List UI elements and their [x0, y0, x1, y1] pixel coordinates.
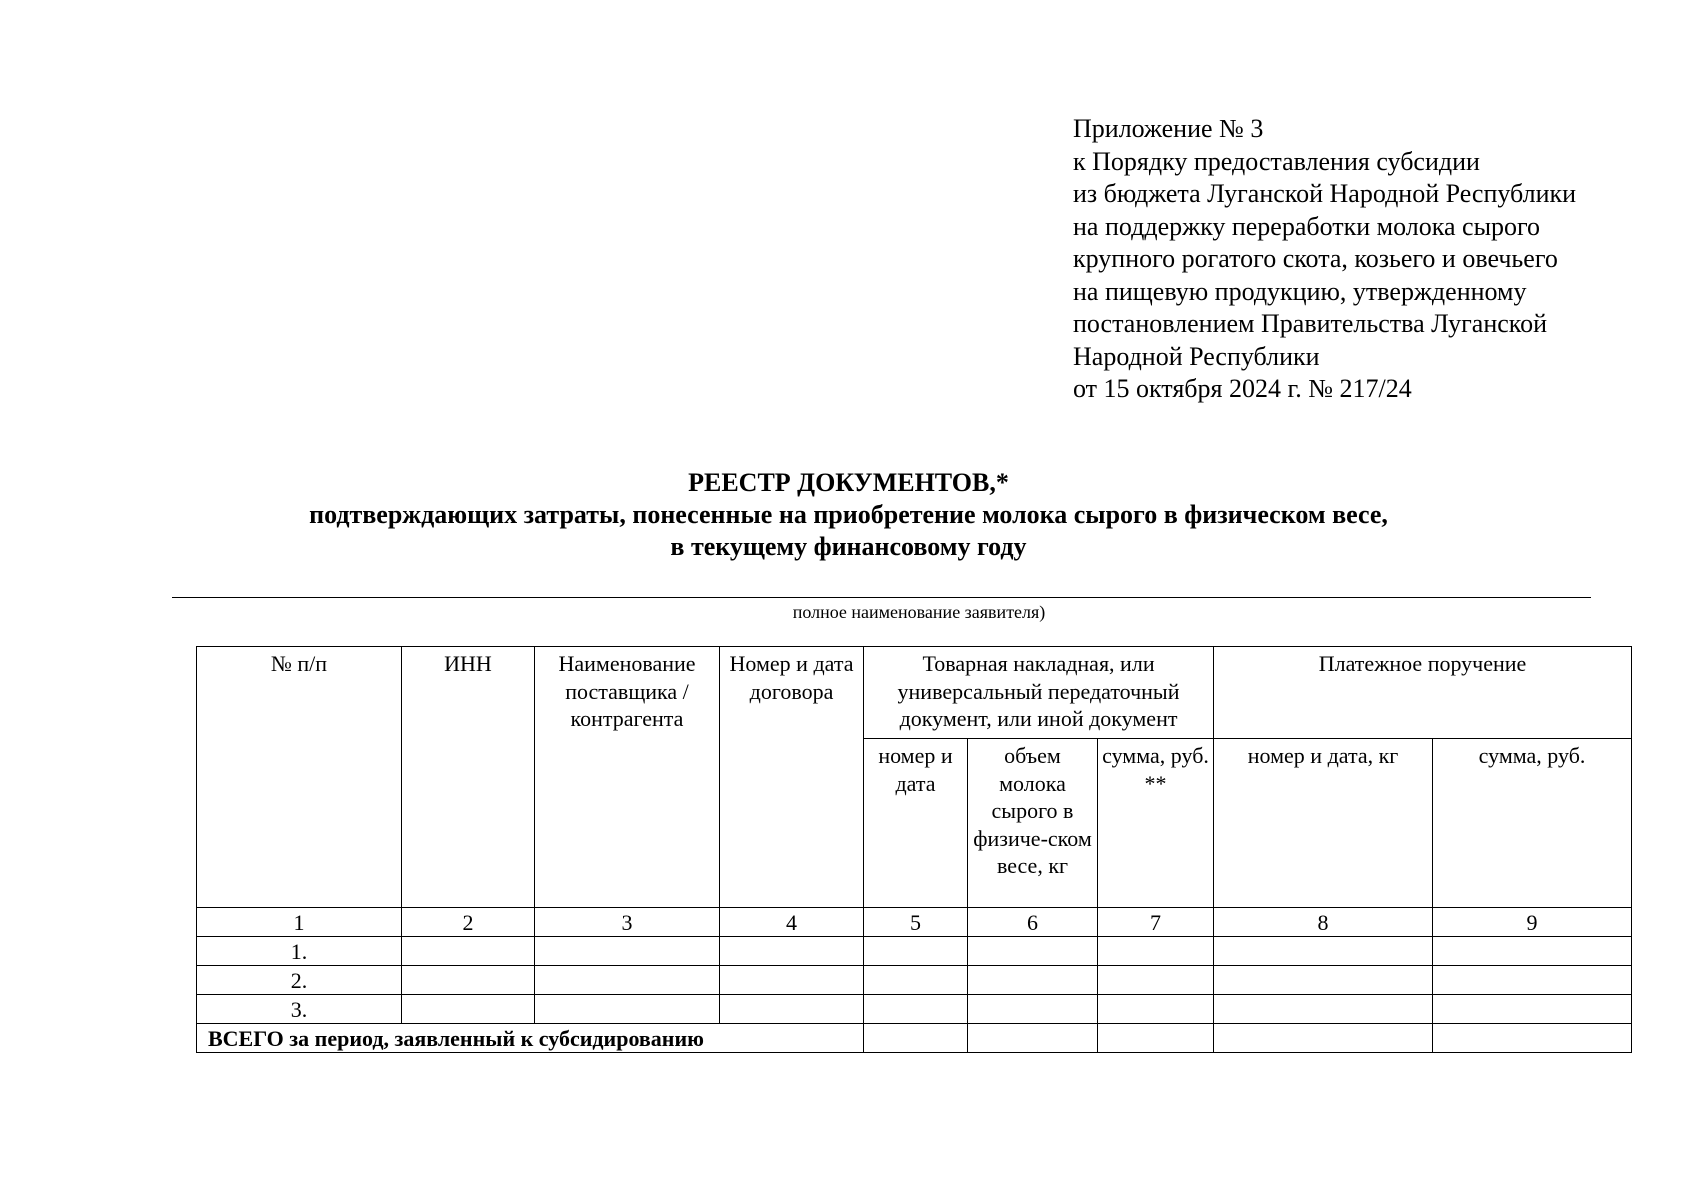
row-index: 3.	[197, 995, 402, 1024]
registry-table	[196, 646, 1632, 1053]
header-invoice-group: Товарная накладная, или универсальный передаточный документ, или иной документ	[864, 647, 1214, 739]
column-number: 6	[968, 908, 1098, 937]
applicant-name-line	[172, 597, 1591, 598]
column-number: 7	[1098, 908, 1214, 937]
table-cell	[1214, 966, 1433, 995]
document-title	[0, 467, 1697, 563]
table-cell	[1098, 966, 1214, 995]
table-cell	[1433, 995, 1632, 1024]
header-supplier: Наименование поставщика / контрагента	[535, 647, 720, 908]
table-header-row	[197, 647, 1632, 739]
table-cell	[720, 995, 864, 1024]
table-cell	[1214, 937, 1433, 966]
column-number: 9	[1433, 908, 1632, 937]
table-row	[197, 937, 1632, 966]
table-cell	[1214, 1024, 1433, 1053]
table-cell	[535, 966, 720, 995]
appendix-line: Народной Республики	[1073, 341, 1320, 371]
table-cell	[864, 966, 968, 995]
table-cell	[1098, 937, 1214, 966]
header-number: № п/п	[197, 647, 402, 908]
column-number: 2	[402, 908, 535, 937]
column-number: 4	[720, 908, 864, 937]
row-index: 1.	[197, 937, 402, 966]
table-cell	[864, 995, 968, 1024]
appendix-line: из бюджета Луганской Народной Республики	[1073, 179, 1577, 208]
table-cell	[1433, 1024, 1632, 1053]
header-contract: Номер и дата договора	[720, 647, 864, 908]
table-cell	[1433, 966, 1632, 995]
table-cell	[968, 1024, 1098, 1053]
appendix-line: крупного рогатого скота, козьего и овечьего	[1073, 244, 1558, 273]
table-cell	[968, 937, 1098, 966]
title-line-1: РЕЕСТР ДОКУМЕНТОВ,*	[688, 468, 1009, 497]
table-cell	[535, 937, 720, 966]
table-row	[197, 966, 1632, 995]
table-cell	[402, 966, 535, 995]
table-cell	[968, 995, 1098, 1024]
appendix-line: к Порядку предоставления субсидии	[1073, 146, 1480, 176]
table-cell	[720, 937, 864, 966]
row-index: 2.	[197, 966, 402, 995]
table-cell	[968, 966, 1098, 995]
total-label: ВСЕГО за период, заявленный к субсидированию	[197, 1024, 864, 1053]
table-cell	[720, 966, 864, 995]
title-line-3: в текущему финансовому году	[670, 532, 1027, 561]
header-inn: ИНН	[402, 647, 535, 908]
column-number: 5	[864, 908, 968, 937]
table-row	[197, 995, 1632, 1024]
appendix-line: на пищевую продукцию, утвержденному	[1073, 276, 1527, 306]
table-cell	[535, 995, 720, 1024]
subheader-invoice-number: номер и дата	[864, 739, 968, 908]
appendix-line: постановлением Правительства Луганской	[1073, 309, 1547, 338]
table-cell	[402, 995, 535, 1024]
appendix-note	[1073, 113, 1673, 406]
table-cell	[1214, 995, 1433, 1024]
total-row	[197, 1024, 1632, 1053]
table-cell	[1098, 995, 1214, 1024]
table-cell	[864, 1024, 968, 1053]
appendix-line: на поддержку переработки молока сырого	[1073, 211, 1541, 241]
table-cell	[402, 937, 535, 966]
column-number: 8	[1214, 908, 1433, 937]
column-number-row	[197, 908, 1632, 937]
appendix-line: Приложение № 3	[1073, 114, 1264, 143]
table-cell	[1433, 937, 1632, 966]
title-line-2: подтверждающих затраты, понесенные на приобретение молока сырого в физическом весе,	[309, 500, 1388, 529]
column-number: 3	[535, 908, 720, 937]
subheader-milk-volume: объем молока сырого в физиче-ском весе, кг	[968, 739, 1098, 908]
subheader-payment-sum: сумма, руб.	[1433, 739, 1632, 908]
applicant-name-caption: полное наименование заявителя)	[792, 602, 1046, 622]
header-payment-group: Платежное поручение	[1214, 647, 1632, 739]
column-number: 1	[197, 908, 402, 937]
table-cell	[1098, 1024, 1214, 1053]
table-cell	[864, 937, 968, 966]
subheader-payment-number: номер и дата, кг	[1214, 739, 1433, 908]
appendix-line: от 15 октября 2024 г. № 217/24	[1073, 374, 1412, 403]
subheader-invoice-sum: сумма, руб. **	[1098, 739, 1214, 908]
